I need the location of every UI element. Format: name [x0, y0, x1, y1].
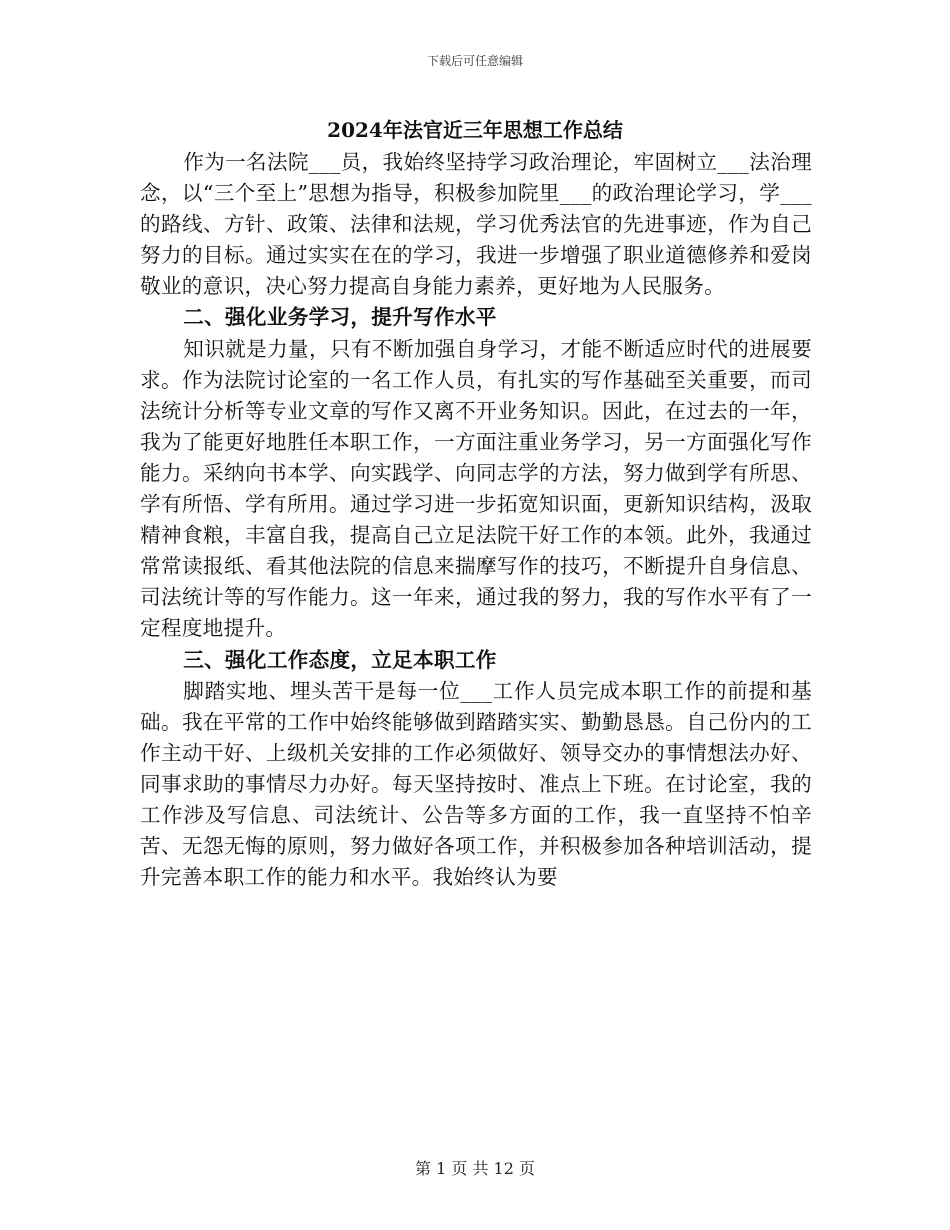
- header-note: 下载后可任意编辑: [426, 54, 523, 68]
- paragraph: 脚踏实地、埋头苦干是每一位___工作人员完成本职工作的前提和基础。我在平常的工作中始终能够做到踏踏实实、勤勤恳恳。自己份内的工作主动干好、上级机关安排的工作必须做好、领导交办的事情想法办好、同事求助的事情尽力办好。每天坚持按时、准点上下班。在讨论室，我的工作涉及写信息、司法统计、公告等多方面的工作，我一直坚持不怕辛苦、无怨无悔的原则，努力做好各项工作，并积极参加各种培训活动，提升完善本职工作的能力和水平。我始终认为要: [140, 678, 812, 890]
- section-heading: 二、强化业务学习，提升写作水平: [183, 305, 497, 330]
- paragraph: 作为一名法院___员，我始终坚持学习政治理论，牢固树立___法治理念，以“三个至上”思想为指导，积极参加院里___的政治理论学习，学___的路线、方针、政策、法律和法规，学习优秀法官的先进事迹，作为自己努力的目标。通过实实在在的学习，我进一步增强了职业道德修养和爱岗敬业的意识，决心努力提高自身能力素养，更好地为人民服务。: [140, 150, 812, 299]
- document-title: 2024年法官近三年思想工作总结: [327, 118, 623, 142]
- page-number: 第 1 页 共 12 页: [415, 1159, 535, 1178]
- section-heading: 三、强化工作态度，立足本职工作: [183, 647, 497, 672]
- paragraph: 知识就是力量，只有不断加强自身学习，才能不断适应时代的进展要求。作为法院讨论室的一名工作人员，有扎实的写作基础至关重要，而司法统计分析等专业文章的写作又离不开业务知识。因此，在过去的一年，我为了能更好地胜任本职工作，一方面注重业务学习，另一方面强化写作能力。采纳向书本学、向实践学、向同志学的方法，努力做到学有所思、学有所悟、学有所用。通过学习进一步拓宽知识面，更新知识结构，汲取精神食粮，丰富自我，提高自己立足法院干好工作的本领。此外，我通过常常读报纸、看其他法院的信息来揣摩写作的技巧，不断提升自身信息、司法统计等的写作能力。这一年来，通过我的努力，我的写作水平有了一定程度地提升。: [140, 336, 812, 641]
- document-body: [140, 147, 812, 893]
